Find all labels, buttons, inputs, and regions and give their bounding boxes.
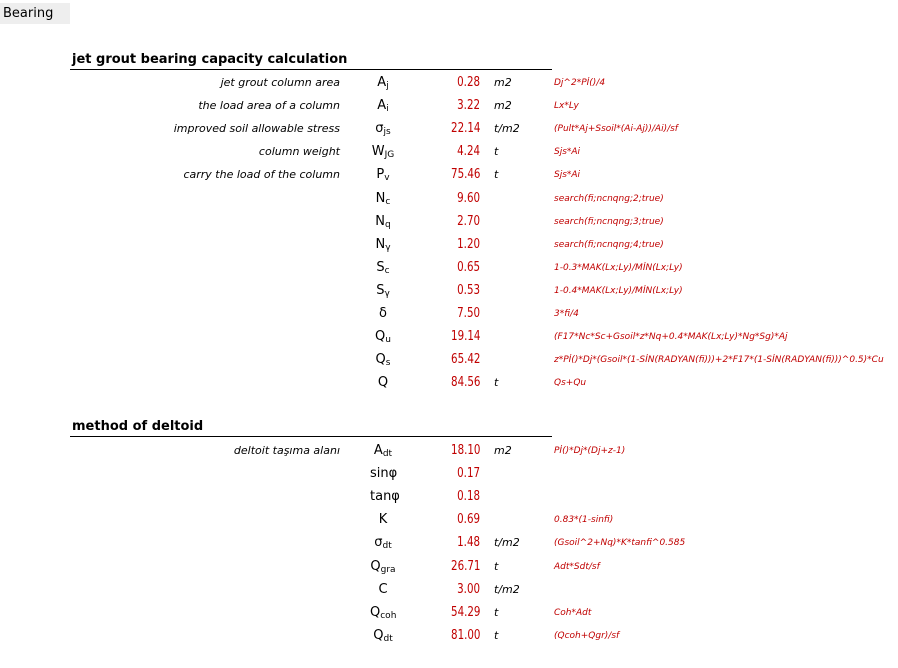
value-cell: 1.48 [457,535,480,551]
symbol-cell: $Q_{gra}$ [370,558,396,575]
row-label: improved soil allowable stress [173,122,340,136]
unit-cell: t [494,376,499,390]
unit-cell: t [494,628,499,642]
symbol-cell: δ [379,306,387,321]
table-row [0,211,898,233]
table-row [0,625,898,647]
formula-cell: (F17*Nc*Sc+Gsoil*z*Nq+0.4*MAK(Lx;Ly)*Ng*Sg)*Aj [554,332,788,343]
table-row [0,234,898,256]
formula-cell: 1-0.4*MAK(Lx;Ly)/MİN(Lx;Ly) [554,285,683,296]
symbol-subscript: c [385,196,391,207]
table-row [0,602,898,624]
symbol-cell: $W_{JG}$ [371,144,395,161]
formula-cell: Dj^2*Pİ()/4 [554,78,606,88]
symbol-cell: $A_j$ [377,75,389,91]
unit-cell: t [494,145,499,159]
value-cell: 0.28 [457,75,480,90]
section-title: jet grout bearing capacity calculation [72,52,348,67]
value-cell: 65.42 [450,352,480,368]
formula-cell: Lx*Ly [554,101,579,112]
table-row [0,303,898,325]
symbol-subscript: coh [380,610,397,621]
symbol-subscript: u [385,335,391,346]
symbol-cell: $P_v$ [376,167,390,184]
symbol-cell: $Q_s$ [375,352,391,369]
table-row [0,349,898,371]
value-cell: 0.53 [457,282,480,298]
symbol-subscript: dt [382,449,393,459]
row-label: column weight [258,145,340,159]
table-row [0,164,898,186]
table-row [0,509,898,531]
formula-cell: z*Pİ()*Dj*(Gsoil*(1-SİN(RADYAN(fi)))+2*F17*(1-SİN(RADYAN(fi)))^0.5)*Cu [554,355,884,366]
value-cell: 2.70 [457,213,480,229]
formula-cell: search(fi;ncnqng;3;true) [554,216,664,227]
value-cell: 18.10 [450,443,480,458]
formula-cell: Pİ()*Dj*(Dj+z-1) [554,446,626,456]
section-title: method of deltoid [72,419,204,434]
symbol-subscript: v [384,173,390,184]
table-row [0,188,898,210]
unit-cell: t [494,605,499,619]
unit-cell: t/m2 [494,536,520,550]
table-row [0,72,898,94]
symbol-cell: $S_\gamma$ [376,282,390,299]
table-row [0,440,898,462]
row-label: the load area of a column [198,99,340,113]
table-row [0,257,898,279]
symbol-cell: tanφ [370,489,400,505]
unit-cell: m2 [494,444,512,457]
unit-cell: t [494,559,499,573]
formula-cell: 0.83*(1-sinfi) [554,515,614,526]
symbol-subscript: dt [382,541,392,552]
formula-cell: search(fi;ncnqng;4;true) [554,239,664,250]
table-row [0,118,898,140]
value-cell: 81.00 [450,627,480,643]
formula-cell: (Gsoil^2+Nq)*K*tanfi^0.585 [554,538,686,549]
value-cell: 75.46 [450,167,480,183]
value-cell: 0.65 [457,259,480,275]
value-cell: 0.69 [457,512,480,528]
value-cell: 0.17 [457,466,480,482]
symbol-subscript: s [385,358,391,369]
value-cell: 22.14 [450,121,480,137]
table-row [0,326,898,348]
table-row [0,579,898,601]
row-label: carry the load of the column [183,168,340,182]
symbol-cell: sinφ [370,466,398,482]
symbol-cell: $Q_{coh}$ [370,604,397,621]
value-cell: 9.60 [457,190,480,206]
formula-cell: 1-0.3*MAK(Lx;Ly)/MİN(Lx;Ly) [554,262,683,273]
value-cell: 7.50 [457,306,480,321]
unit-cell: t [494,168,499,182]
value-cell: 3.22 [457,98,480,114]
table-row [0,532,898,554]
unit-cell: m2 [494,76,512,89]
unit-cell: t/m2 [494,122,520,136]
table-row [0,372,898,394]
formula-cell: Adt*Sdt/sf [554,561,600,572]
value-cell: 4.24 [457,144,480,160]
value-cell: 1.20 [457,236,480,252]
value-cell: 26.71 [450,558,480,574]
sheet-tab-bearing[interactable]: Bearing [0,3,70,24]
row-label: jet grout column area [220,76,340,89]
symbol-subscript: q [385,219,391,230]
symbol-cell: $A_{dt}$ [373,443,393,459]
symbol-subscript: js [383,127,391,138]
formula-cell: Sjs*Ai [554,170,581,181]
symbol-subscript: dt [383,633,393,644]
value-cell: 19.14 [450,329,480,345]
symbol-subscript: JG [384,150,395,161]
table-row [0,280,898,302]
unit-cell: t/m2 [494,582,520,596]
symbol-subscript: γ [385,242,391,253]
formula-cell: Sjs*Ai [554,147,581,158]
formula-cell: 3*fi/4 [554,309,579,319]
value-cell: 84.56 [450,375,480,391]
section-divider [70,436,552,437]
formula-cell: Qs+Qu [554,378,587,389]
symbol-cell: $A_i$ [377,98,389,115]
symbol-cell: $\sigma_{js}$ [375,121,391,138]
symbol-subscript: γ [384,288,390,299]
formula-cell: Coh*Adt [554,607,592,618]
table-row [0,95,898,117]
section-divider [70,69,552,70]
symbol-cell: $Q_{dt}$ [373,627,393,644]
symbol-subscript: gra [380,564,396,575]
symbol-cell: $\sigma_{dt}$ [374,535,392,552]
symbol-cell: K [378,512,388,528]
symbol-cell: $N_c$ [375,190,391,207]
symbol-cell: $S_c$ [376,259,390,276]
table-row [0,463,898,485]
symbol-cell: $Q_u$ [375,329,391,346]
formula-cell: (Pult*Aj+Ssoil*(Ai-Aj))/Ai)/sf [554,124,678,135]
symbol-cell: C [378,581,388,597]
value-cell: 3.00 [457,581,480,597]
symbol-subscript: j [386,81,389,91]
formula-cell: search(fi;ncnqng;2;true) [554,193,664,204]
table-row [0,141,898,163]
symbol-cell: $N_\gamma$ [375,236,391,253]
unit-cell: m2 [494,99,512,113]
symbol-subscript: i [386,104,389,115]
symbol-subscript: c [384,265,390,276]
symbol-cell: Q [377,375,389,391]
value-cell: 54.29 [450,604,480,620]
row-label: deltoit taşıma alanı [233,444,340,457]
value-cell: 0.18 [457,489,480,505]
table-row [0,486,898,508]
formula-cell: (Qcoh+Qgr)/sf [554,630,620,641]
symbol-cell: $N_q$ [375,213,391,230]
table-row [0,556,898,578]
